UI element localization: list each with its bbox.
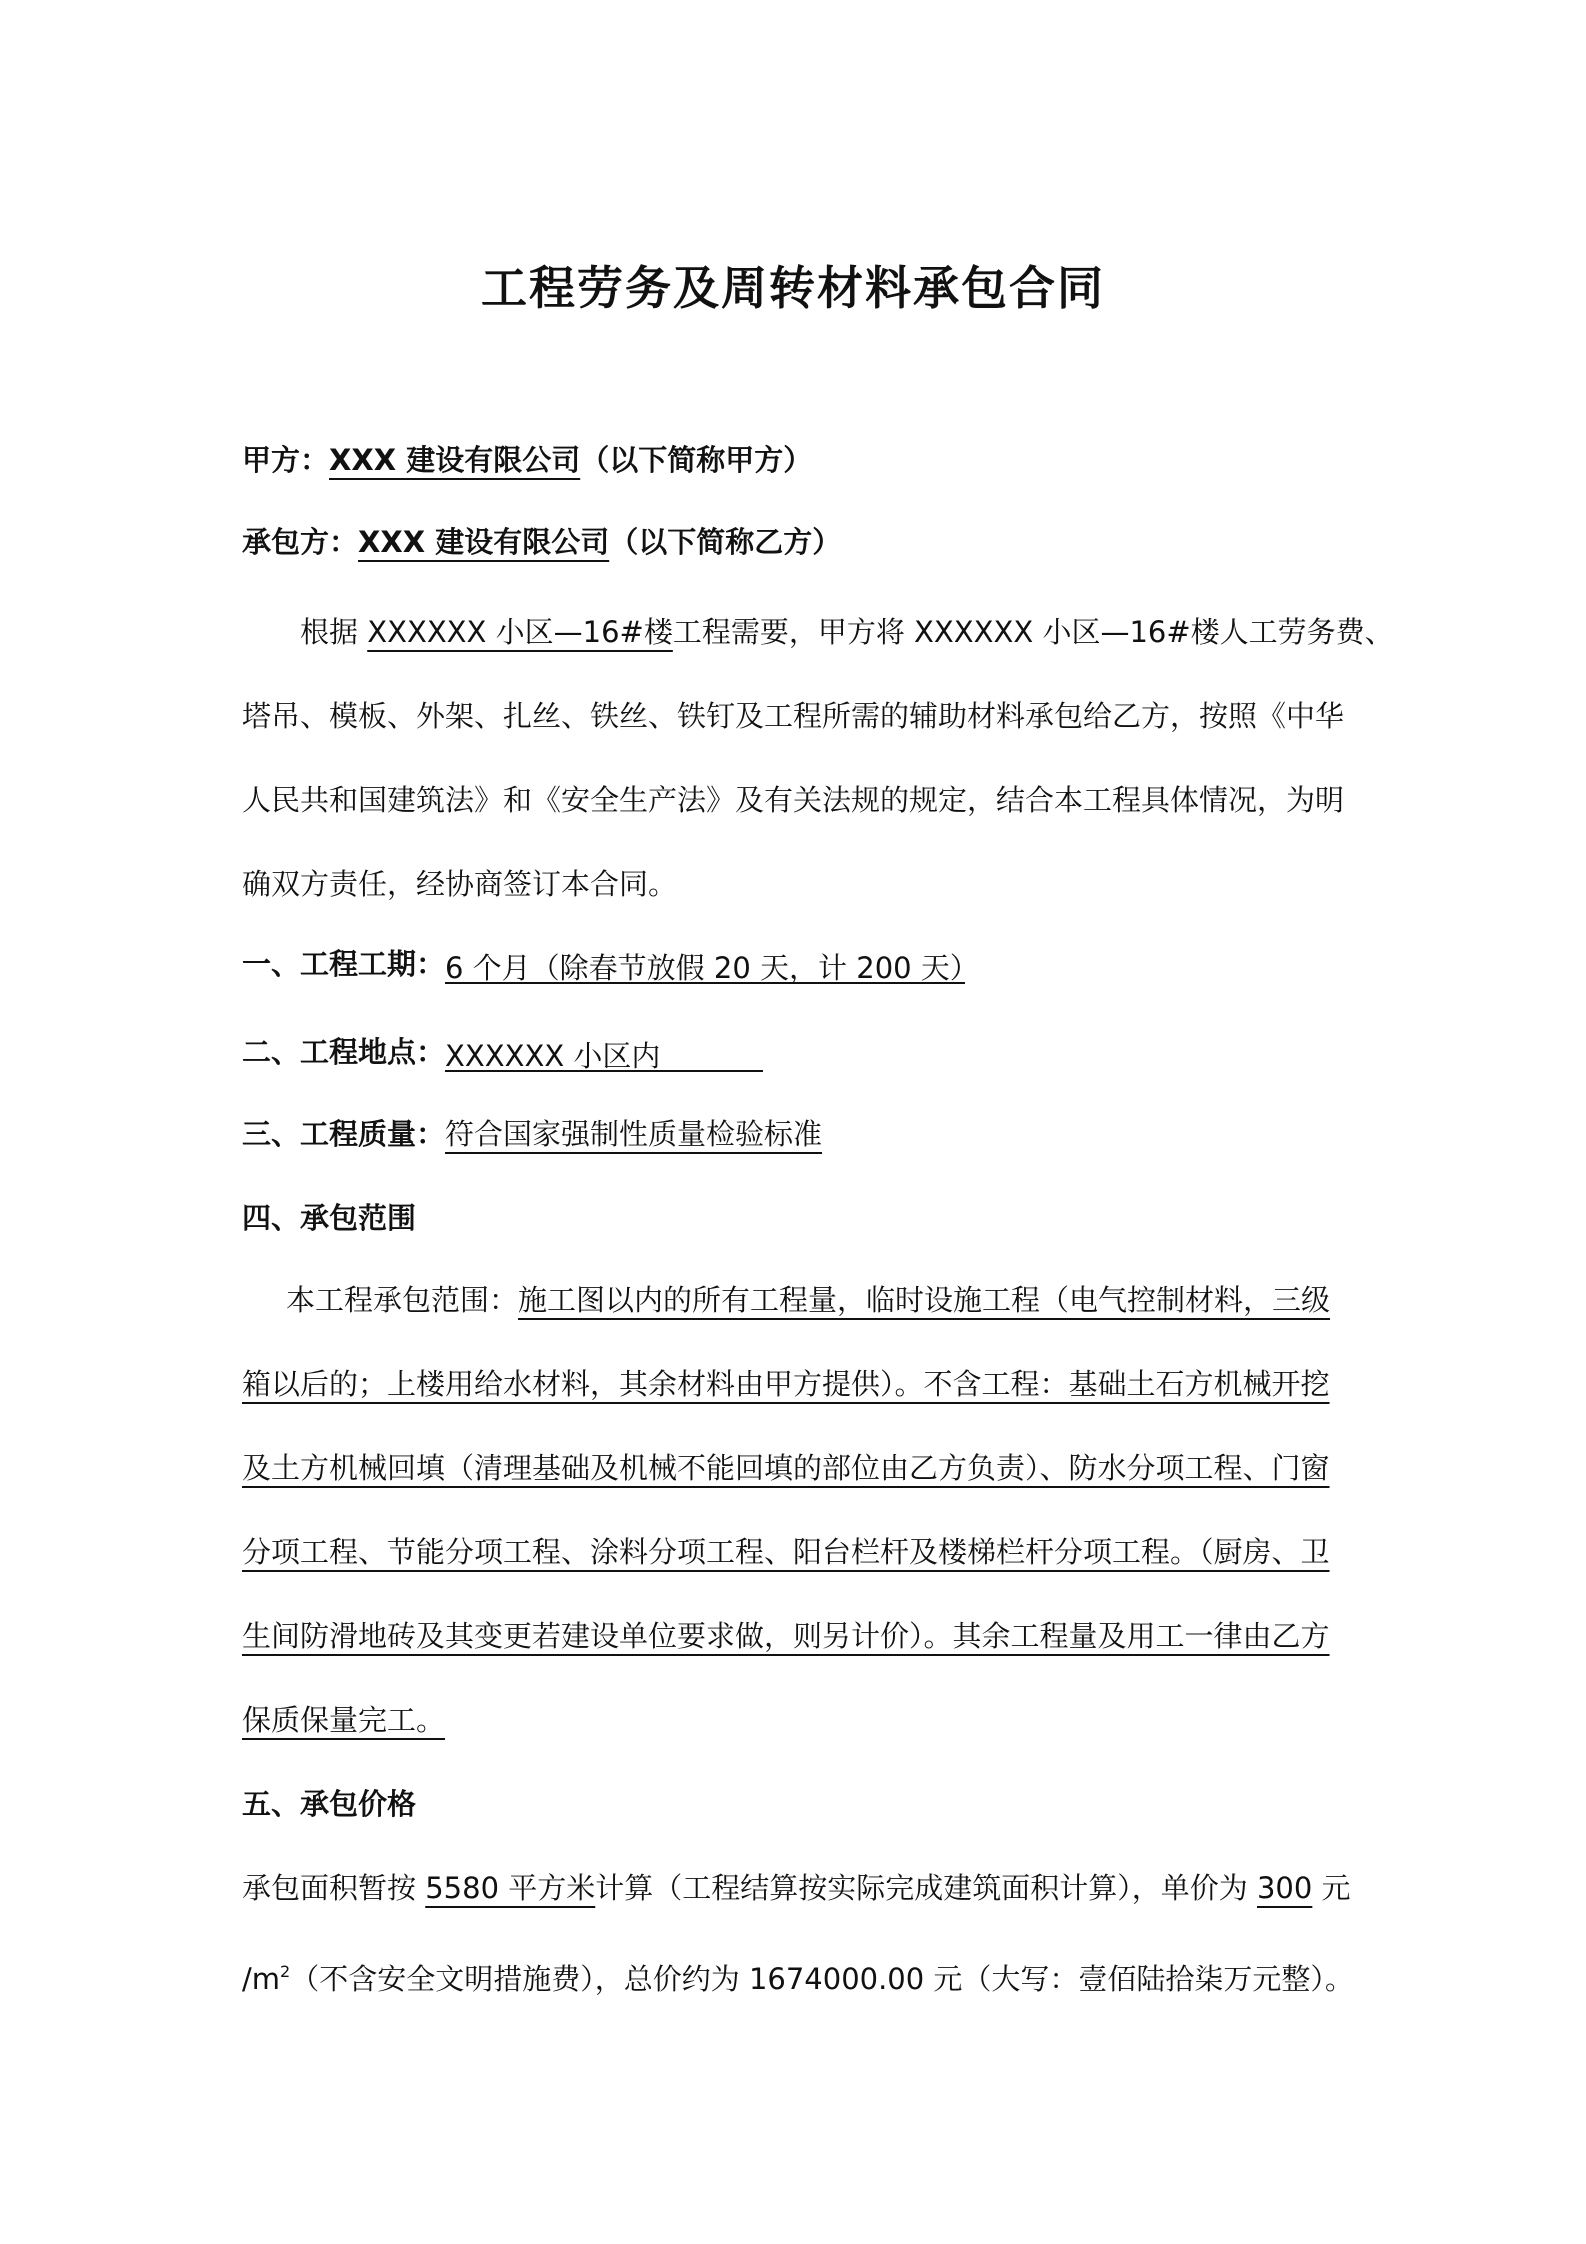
section-3-value: 符合国家强制性质量检验标准 [445, 1117, 823, 1151]
section-4-heading: 四、承包范围 [242, 1201, 417, 1235]
price-text: 元 [1312, 1871, 1351, 1905]
total-price-text: （不含安全文明措施费），总价约为 1674000.00 元（大写：壹佰陆拾柒万元整）。 [290, 1962, 1354, 1996]
preamble-line-1 [242, 612, 1394, 652]
party-a-note: （以下简称甲方） [580, 443, 813, 477]
section-5-line-2 [242, 1952, 1362, 1999]
section-4-line-4: 分项工程、节能分项工程、涂料分项工程、阳台栏杆及楼梯栏杆分项工程。（厨房、卫 [242, 1535, 1330, 1569]
section-3-line [242, 1114, 1362, 1154]
scope-text: 施工图以内的所有工程量，临时设施工程（电气控制材料，三级 [518, 1283, 1331, 1317]
section-2-field [445, 1036, 763, 1072]
preamble-line-3: 人民共和国建筑法》和《安全生产法》及有关法规的规定，结合本工程具体情况，为明 [242, 783, 1345, 817]
section-1-field [445, 948, 979, 985]
section-5-line-1 [242, 1868, 1362, 1908]
section-1-line [242, 944, 1362, 984]
price-text: 承包面积暂按 [242, 1871, 426, 1905]
unit-price: 300 [1256, 1871, 1313, 1905]
section-4-line-6: 保质保量完工。 [242, 1703, 446, 1737]
section-2-line [242, 1032, 1362, 1072]
party-b-note: （以下简称乙方） [609, 525, 842, 559]
scope-label: 本工程承包范围： [286, 1283, 519, 1317]
section-3-label: 三、工程质量： [242, 1117, 446, 1151]
section-2-value: XXXXXX 小区内 [445, 1039, 661, 1073]
section-4-line-3: 及土方机械回填（清理基础及机械不能回填的部位由乙方负责）、防水分项工程、门窗 [242, 1451, 1330, 1485]
party-b-label: 承包方： [242, 525, 359, 559]
document-title: 工程劳务及周转材料承包合同 [481, 261, 1105, 315]
contract-area: 5580 平方米 [425, 1871, 596, 1905]
section-2-label: 二、工程地点： [242, 1035, 446, 1069]
section-4-line-2: 箱以后的；上楼用给水材料，其余材料由甲方提供）。不含工程：基础土石方机械开挖 [242, 1367, 1330, 1401]
preamble-text: 根据 [300, 615, 368, 649]
preamble-text: 工程需要，甲方将 XXXXXX 小区—16#楼人工劳务费、 [672, 615, 1394, 649]
unit-exponent: 2 [280, 1962, 291, 1981]
project-name: XXXXXX 小区—16#楼 [367, 615, 673, 649]
section-4-line-5: 生间防滑地砖及其变更若建设单位要求做，则另计价）。其余工程量及用工一律由乙方 [242, 1619, 1330, 1653]
party-a-label: 甲方： [242, 443, 330, 477]
section-4-line-1 [242, 1280, 1362, 1320]
party-b-name: XXX 建设有限公司 [358, 525, 610, 559]
party-b-line [242, 522, 1362, 562]
section-1-label: 一、工程工期： [242, 947, 446, 981]
preamble-line-2: 塔吊、模板、外架、扎丝、铁丝、铁钉及工程所需的辅助材料承包给乙方，按照《中华 [242, 699, 1345, 733]
price-text: 计算（工程结算按实际完成建筑面积计算），单价为 [595, 1871, 1257, 1905]
party-a-line [242, 440, 1362, 480]
section-1-value: 6 个月（除春节放假 20 天，计 200 天） [445, 951, 979, 985]
party-a-name: XXX 建设有限公司 [329, 443, 581, 477]
preamble-line-4: 确双方责任，经协商签订本合同。 [242, 867, 678, 901]
section-5-heading: 五、承包价格 [242, 1787, 417, 1821]
unit-label: /m [242, 1962, 281, 1996]
